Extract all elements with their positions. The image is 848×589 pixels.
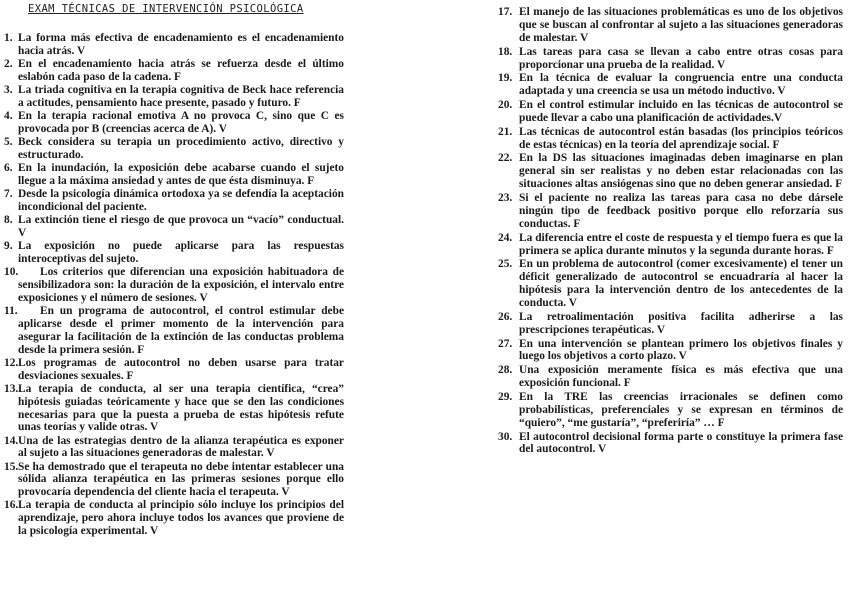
- question-item: [4, 162, 344, 188]
- question-text: Desde la psicología dinámica ortodoxa ya se defendía la aceptación incondicional del paciente.: [18, 188, 344, 213]
- question-number: 5.: [4, 136, 13, 148]
- question-number: 25.: [498, 258, 513, 271]
- question-item: [4, 214, 344, 240]
- question-number: 14.: [4, 434, 19, 447]
- question-number: 29.: [498, 390, 513, 403]
- question-item: [498, 72, 843, 98]
- question-item: [498, 99, 843, 125]
- question-item: [4, 84, 344, 110]
- question-list-right: [498, 6, 843, 457]
- question-number: 8.: [4, 214, 13, 226]
- question-number: 6.: [4, 162, 13, 174]
- question-item: [498, 364, 843, 390]
- question-number: 16.: [4, 499, 19, 512]
- question-text: En el encadenamiento hacia atrás se refuerza desde el último eslabón cada paso de la cadena. F: [18, 58, 344, 83]
- page-title: EXAM TÉCNICAS DE INTERVENCIÓN PSICOLÓGICA: [28, 3, 304, 15]
- question-number: 28.: [498, 364, 513, 377]
- question-text: En un programa de autocontrol, el control estimular debe aplicarse desde el primer momento de la intervención para asegurar la facilitación de la extinción de las conductas problema desde la primera sesión. F: [18, 304, 344, 356]
- question-text: Se ha demostrado que el terapeuta no debe intentar establecer una sólida alianza terapéutica en las primeras sesiones porque ello provocaría dependencia del cliente hacia el terapeuta. V: [18, 460, 344, 499]
- question-item: [498, 338, 843, 364]
- question-text: Beck considera su terapia un procedimiento activo, directivo y estructurado.: [18, 136, 344, 161]
- question-number: 18.: [498, 45, 513, 58]
- question-item: [498, 6, 843, 45]
- question-number: 10.: [4, 266, 19, 278]
- question-text: La extinción tiene el riesgo de que provoca un “vacío” conductual. V: [18, 214, 344, 239]
- question-item: [498, 311, 843, 337]
- question-text: Las tareas para casa se llevan a cabo entre otras cosas para proporcionar una prueba de la realidad. V: [519, 45, 843, 71]
- question-number: 23.: [498, 192, 513, 205]
- question-text: La retroalimentación positiva facilita adherirse a las prescripciones terapéuticas. V: [519, 310, 843, 336]
- question-text: La diferencia entre el coste de respuesta y el tiempo fuera es que la primera se aplica durante minutos y la segunda durante horas. F: [519, 231, 843, 257]
- question-number: 19.: [498, 72, 513, 85]
- question-number: 12.: [4, 356, 19, 369]
- question-item: [498, 126, 843, 152]
- question-item: [4, 357, 344, 383]
- question-number: 2.: [4, 58, 13, 70]
- question-item: [498, 232, 843, 258]
- question-number: 22.: [498, 152, 513, 165]
- question-number: 24.: [498, 231, 513, 244]
- question-item: [498, 46, 843, 72]
- question-text: Una exposición meramente física es más efectiva que una exposición funcional. F: [519, 364, 843, 390]
- question-item: [4, 499, 344, 538]
- question-text: Los criterios que diferencian una exposición habituadora de sensibilizadora son: la duración de la exposición, el intervalo entre exposiciones y el número de sesiones. V: [18, 266, 344, 304]
- question-text: Las técnicas de autocontrol están basadas (los principios teóricos de estas técnicas) en la teoría del aprendizaje social. F: [519, 125, 843, 151]
- question-item: [4, 383, 344, 435]
- question-item: [4, 305, 344, 357]
- question-item: [498, 431, 843, 457]
- question-text: En el control estimular incluido en las técnicas de autocontrol se puede llevar a cabo una planificación de actividades.V: [519, 99, 843, 124]
- question-number: 26.: [498, 310, 513, 323]
- question-text: En la técnica de evaluar la congruencia entre una conducta adaptada y una creencia se usa un método inductivo. V: [519, 72, 843, 98]
- question-text: La terapia de conducta, al ser una terapia científica, “crea” hipótesis guiadas teóricamente y hace que se den las condiciones necesarias para que la puesta a prueba de estas hipótesis refute unas teorías y valide otras. V: [18, 382, 344, 434]
- question-text: El manejo de las situaciones problemáticas es uno de los objetivos que se buscan al confrontar al sujeto a las situaciones generadoras de malestar. V: [519, 6, 843, 44]
- question-text: Una de las estrategias dentro de la alianza terapéutica es exponer al sujeto a las situaciones generadoras de malestar. V: [18, 434, 344, 460]
- question-item: [4, 136, 344, 162]
- question-item: [498, 258, 843, 310]
- question-number: 20.: [498, 99, 513, 112]
- question-number: 21.: [498, 125, 513, 138]
- question-text: La terapia de conducta al principio sólo incluye los principios del aprendizaje, pero ahora incluye todos los avances que proviene de la psicología experimental. V: [18, 499, 344, 538]
- question-number: 7.: [4, 188, 13, 200]
- question-item: [498, 192, 843, 231]
- question-item: [4, 435, 344, 461]
- question-list-left: [4, 32, 344, 538]
- question-number: 1.: [4, 32, 13, 44]
- question-text: La triada cognitiva en la terapia cognitiva de Beck hace referencia a actitudes, pensamiento hace presente, pasado y futuro. F: [18, 84, 344, 109]
- question-text: El autocontrol decisional forma parte o constituye la primera fase del autocontrol. V: [519, 430, 843, 456]
- question-item: [4, 266, 344, 305]
- question-text: En la DS las situaciones imaginadas deben imaginarse en plan general sin ser realistas y no deben estar relacionadas con las situaciones altas ansiógenas sino que no deben generar ansiedad. F: [519, 152, 843, 191]
- question-item: [4, 58, 344, 84]
- question-number: 3.: [4, 84, 13, 96]
- question-text: Si el paciente no realiza las tareas para casa no debe dársele ningún tipo de feedback positivo porque ello reforzaría sus conductas. F: [519, 192, 843, 230]
- question-item: [498, 391, 843, 430]
- question-item: [498, 152, 843, 191]
- question-item: [4, 240, 344, 266]
- question-number: 9.: [4, 240, 13, 252]
- question-text: La exposición no puede aplicarse para las respuestas interoceptivas del sujeto.: [18, 240, 344, 265]
- question-item: [4, 32, 344, 58]
- question-number: 30.: [498, 430, 513, 443]
- question-text: En la TRE las creencias irracionales se definen como probabilísticas, preferenciales y se expresan en términos de “quiero”, “me gustaría”, “preferiría” … F: [519, 390, 843, 429]
- question-item: [4, 461, 344, 500]
- question-number: 27.: [498, 337, 513, 350]
- question-text: En la inundación, la exposición debe acabarse cuando el sujeto llegue a la máxima ansiedad y antes de que ésta disminuya. F: [18, 162, 344, 187]
- question-text: La forma más efectiva de encadenamiento es el encadenamiento hacia atrás. V: [18, 32, 344, 57]
- question-text: En un problema de autocontrol (comer excesivamente) el tener un déficit generalizado de autocontrol se encuadraría al hacer la hipótesis para la intervención dentro de los antecedentes de la conducta. V: [519, 258, 843, 310]
- question-item: [4, 110, 344, 136]
- question-number: 17.: [498, 6, 513, 18]
- question-number: 11.: [4, 304, 18, 317]
- question-text: Los programas de autocontrol no deben usarse para tratar desviaciones sexuales. F: [18, 356, 344, 382]
- question-number: 4.: [4, 110, 13, 122]
- question-text: En una intervención se plantean primero los objetivos finales y luego los objetivos a corto plazo. V: [519, 337, 843, 363]
- question-item: [4, 188, 344, 214]
- question-number: 15.: [4, 460, 19, 473]
- question-text: En la terapia racional emotiva A no provoca C, sino que C es provocada por B (creencias acerca de A). V: [18, 110, 344, 135]
- question-number: 13.: [4, 382, 19, 395]
